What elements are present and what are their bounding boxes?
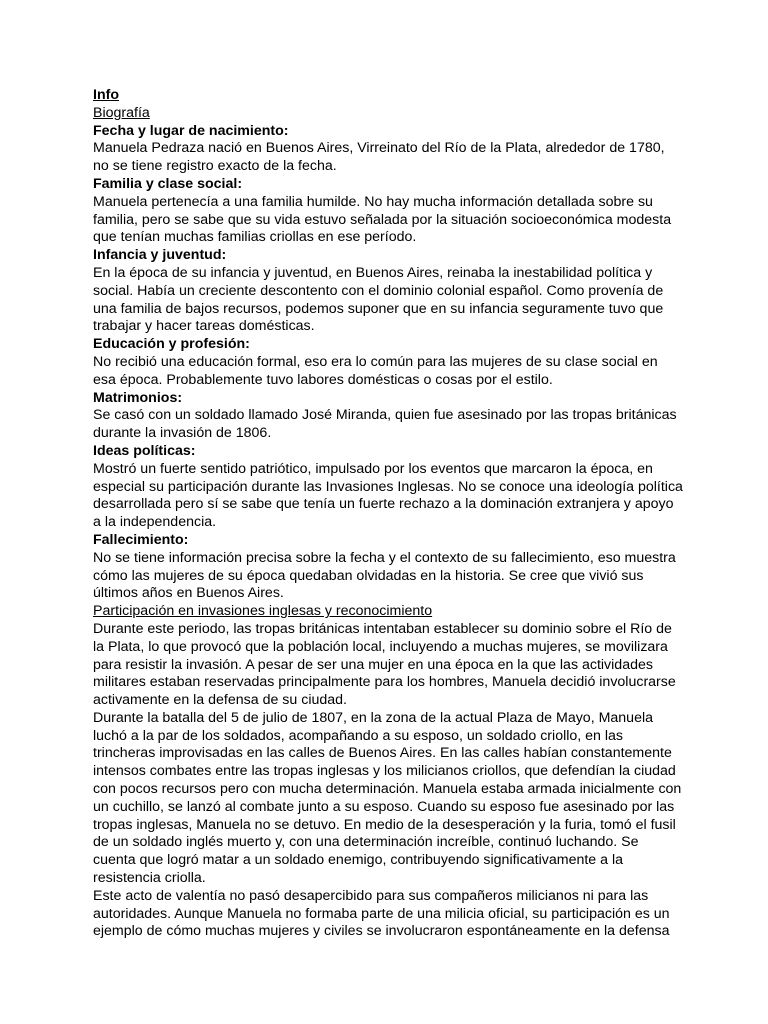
heading-matrimonios: Matrimonios: [93,389,183,406]
heading-educacion: Educación y profesión: [93,336,250,353]
heading-familia: Familia y clase social: [93,175,243,192]
heading-infancia: Infancia y juventud: [93,247,227,264]
heading-fallecimiento: Fallecimiento: [93,531,189,548]
section-title-participacion: Participación en invasiones inglesas y reconocimiento [93,603,433,620]
document-page [93,87,683,941]
heading-nacimiento: Fecha y lugar de nacimiento: [93,122,289,139]
paragraph-participacion-1: Durante este periodo, las tropas británicas intentaban establecer su dominio sobre el Río de la Plata, lo que provocó que la población local, incluyendo a muchas mujeres, se movilizara para resistir la invasión. A pesar de ser una mujer en una época en la que las actividades militares estaban reservadas principalmente para los hombres, Manuela decidió involucrarse activamente en la defensa de su ciudad. [93,620,676,709]
document-title: Info [93,87,119,103]
paragraph-familia: Manuela pertenecía a una familia humilde. No hay mucha información detallada sobre su familia, pero se sabe que su vida estuvo señalada por la situación socioeconómica modesta que tenían muchas familias criollas en ese período. [93,193,672,246]
paragraph-educacion: No recibió una educación formal, eso era lo común para las mujeres de su clase social en esa época. Probablemente tuvo labores domésticas o cosas por el estilo. [93,353,658,388]
paragraph-fallecimiento: No se tiene información precisa sobre la fecha y el contexto de su fallecimiento, eso muestra cómo las mujeres de su época quedaban olvidadas en la historia. Se cree que vivió sus últimos años en Buenos Aires. [93,549,676,602]
paragraph-nacimiento: Manuela Pedraza nació en Buenos Aires, Virreinato del Río de la Plata, alrededor de 1780, no se tiene registro exacto de la fecha. [93,140,665,175]
paragraph-infancia: En la época de su infancia y juventud, en Buenos Aires, reinaba la inestabilidad política y social. Había un creciente descontento con el dominio colonial español. Como provenía de una familia de bajos recursos, podemos suponer que en su infancia seguramente tuvo que trabajar y hacer tareas domésticas. [93,264,664,335]
section-title-biografia: Biografía [93,104,150,121]
paragraph-participacion-3: Este acto de valentía no pasó desapercibido para sus compañeros milicianos ni para las autoridades. Aunque Manuela no formaba parte de una milicia oficial, su participación es un ejemplo de cómo muchas mujeres y civiles se involucraron espontáneamente en la defensa [93,887,670,940]
paragraph-matrimonios: Se casó con un soldado llamado José Miranda, quien fue asesinado por las tropas británicas durante la invasión de 1806. [93,407,677,442]
paragraph-ideas-politicas: Mostró un fuerte sentido patriótico, impulsado por los eventos que marcaron la época, en especial su participación durante las Invasiones Inglesas. No se conoce una ideología política desarrollada pero sí se sabe que tenía un fuerte rechazo a la dominación extranjera y apoyo a la independencia. [93,460,683,531]
paragraph-participacion-2: Durante la batalla del 5 de julio de 1807, en la zona de la actual Plaza de Mayo, Manuela luchó a la par de los soldados, acompañando a su esposo, un soldado criollo, en las trincheras improvisadas en las calles de Buenos Aires. En las calles habían constantemente intensos combates entre las tropas inglesas y los milicianos criollos, que defendían la ciudad con pocos recursos pero con mucha determinación. Manuela estaba armada inicialmente con un cuchillo, se lanzó al combate junto a su esposo. Cuando su esposo fue asesinado por las tropas inglesas, Manuela no se detuvo. En medio de la desesperación y la furia, tomó el fusil de un soldado inglés muerto y, con una determinación increíble, continuó luchando. Se cuenta que logró matar a un soldado enemigo, contribuyendo significativamente a la resistencia criolla. [93,709,682,887]
heading-ideas-politicas: Ideas políticas: [93,442,196,459]
